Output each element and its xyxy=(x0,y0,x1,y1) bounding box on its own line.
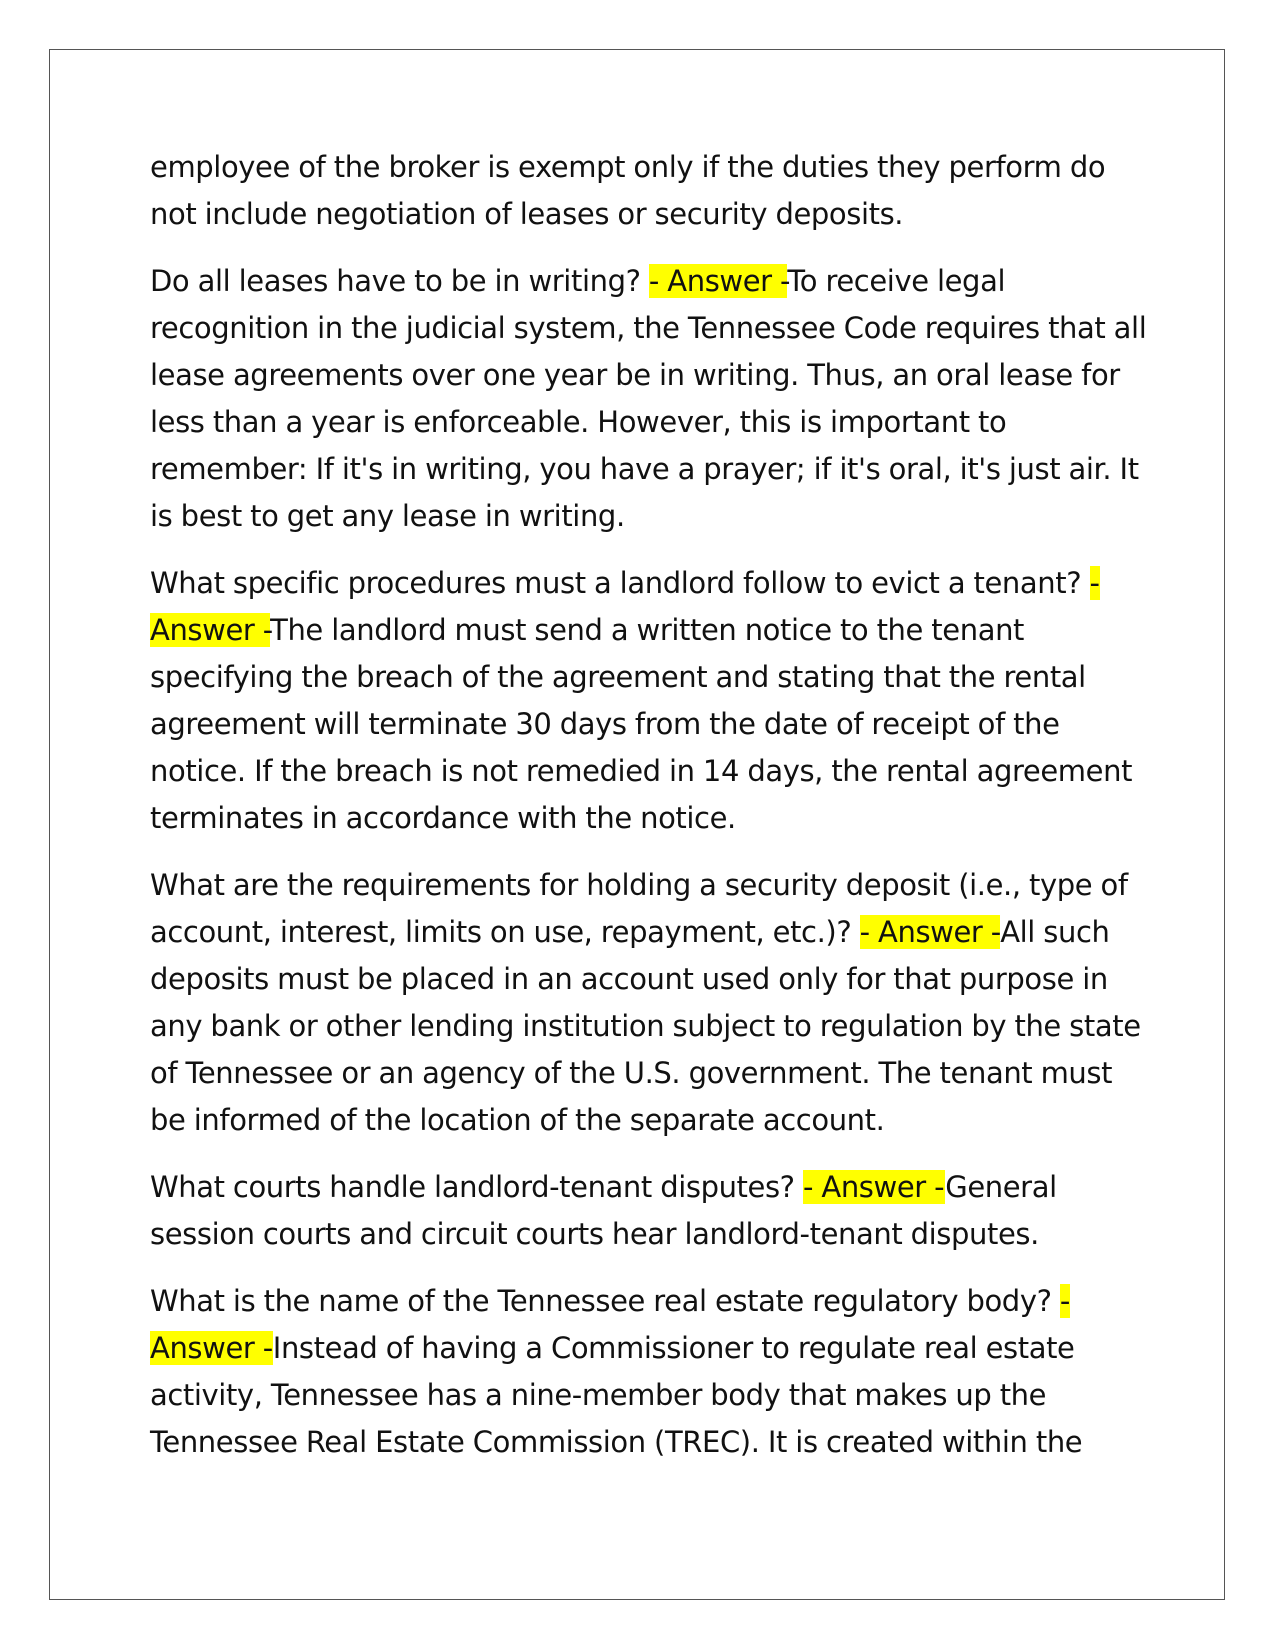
answer-marker-highlight: - Answer - xyxy=(648,264,788,298)
paragraph-continuation xyxy=(150,144,1150,238)
answer-marker-highlight: - Answer - xyxy=(859,915,1001,949)
qa-paragraph xyxy=(150,1278,1150,1466)
qa-paragraph xyxy=(150,258,1150,540)
answer-text: To receive legal recognition in the judicial system, the Tennessee Code requires that all lease agreements over one year be in writing. Thus, an oral lease for less than a year is enforceable. However, this is important to remember: If it's in writing, you have a prayer; if it's oral, it's just air. It is best to get any lease in writing. xyxy=(150,264,1147,533)
answer-text: General session courts and circuit courts hear landlord-tenant disputes. xyxy=(150,1170,1057,1251)
question-text: What courts handle landlord-tenant disputes? xyxy=(150,1170,803,1204)
qa-paragraph xyxy=(150,560,1150,842)
answer-marker-highlight: - Answer - xyxy=(150,566,1100,647)
answer-marker-highlight: - Answer - xyxy=(150,1284,1070,1365)
qa-paragraph xyxy=(150,1164,1150,1258)
qa-paragraph xyxy=(150,862,1150,1144)
answer-text: All such deposits must be placed in an account used only for that purpose in any bank or other lending institution subject to regulation by the state of Tennessee or an agency of the U.S. government. The tenant must be informed of the location of the separate account. xyxy=(150,915,1141,1137)
answer-marker-highlight: - Answer - xyxy=(803,1170,946,1204)
question-text: What is the name of the Tennessee real estate regulatory body? xyxy=(150,1284,1060,1318)
answer-text: The landlord must send a written notice to the tenant specifying the breach of the agreement and stating that the rental agreement will terminate 30 days from the date of receipt of the notice. If the breach is not remedied in 14 days, the rental agreement terminates in accordance with the notice. xyxy=(150,613,1133,835)
document-body xyxy=(150,144,1150,1486)
question-text: What are the requirements for holding a security deposit (i.e., type of account, interest, limits on use, repayment, etc.)? xyxy=(150,868,1128,949)
answer-text: employee of the broker is exempt only if the duties they perform do not include negotiation of leases or security deposits. xyxy=(150,150,1106,231)
question-text: What specific procedures must a landlord follow to evict a tenant? xyxy=(150,566,1090,600)
answer-text: Instead of having a Commissioner to regulate real estate activity, Tennessee has a nine-member body that makes up the Tennessee Real Estate Commission (TREC). It is created within the xyxy=(150,1331,1083,1459)
question-text: Do all leases have to be in writing? xyxy=(150,264,649,298)
